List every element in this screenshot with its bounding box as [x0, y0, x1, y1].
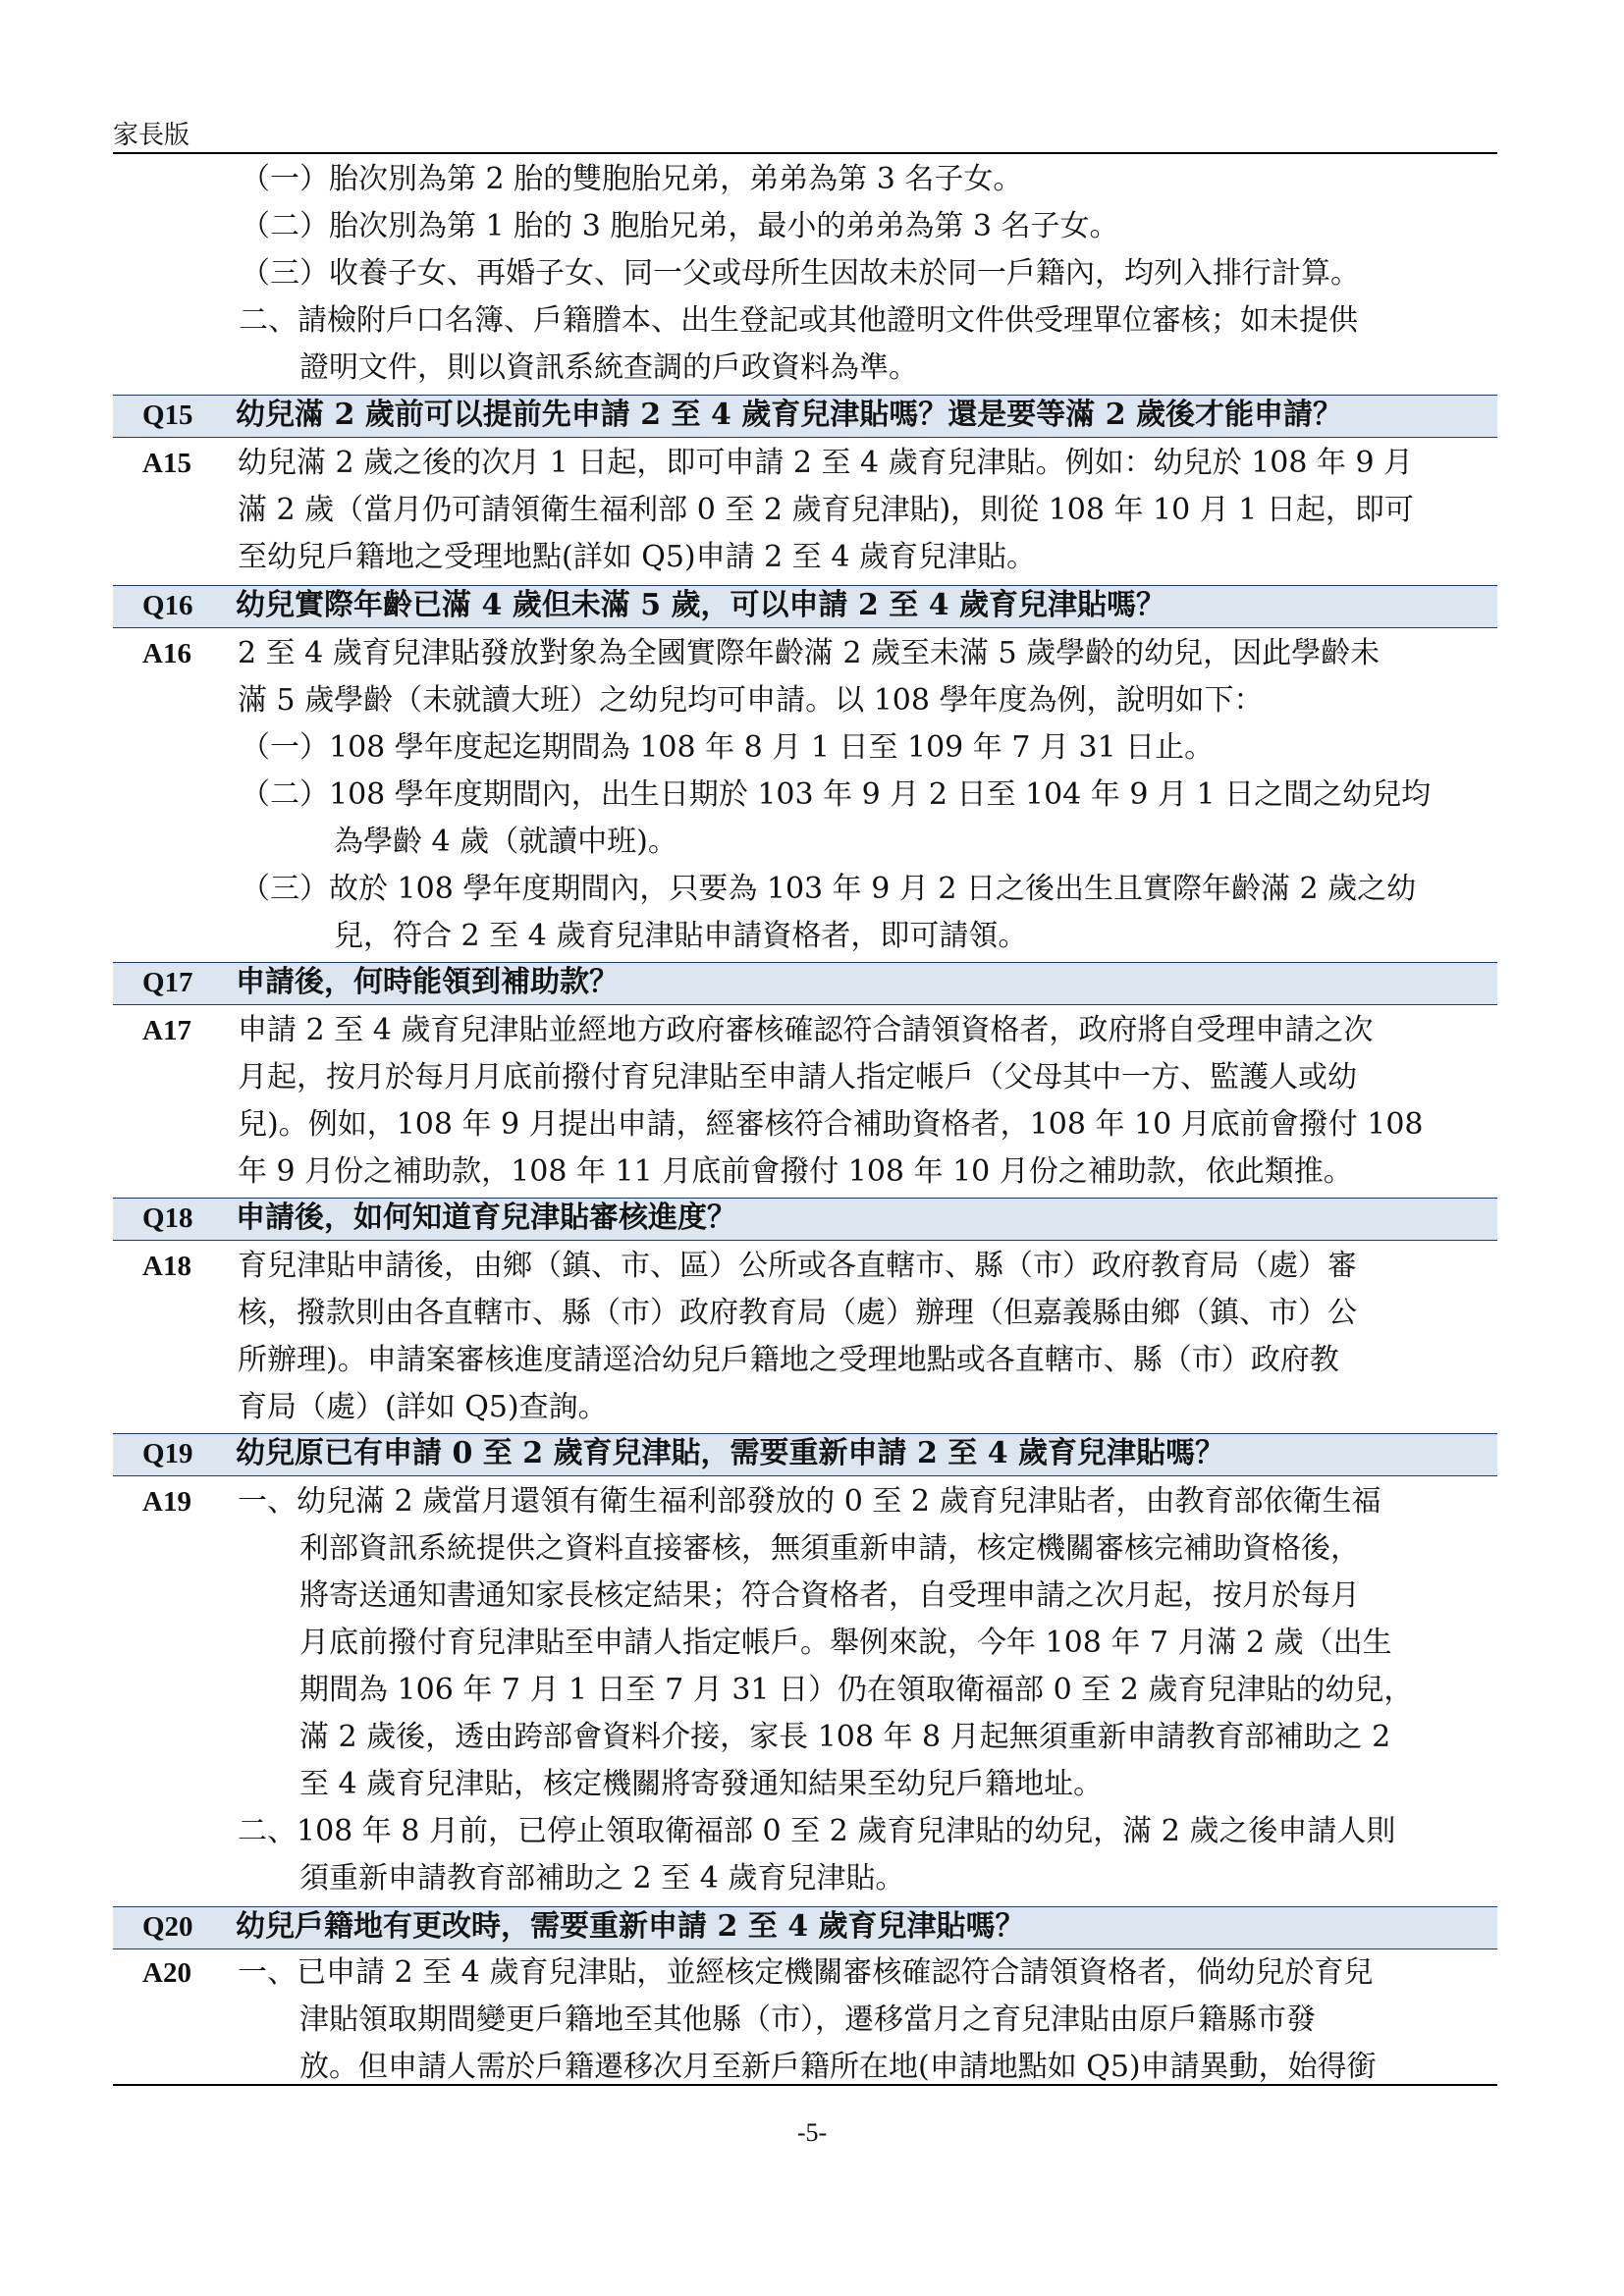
answer-line: 兒)。例如，108 年 9 月提出申請，經審核符合補助資格者，108 年 10 月底前會撥付 108 [238, 1107, 1424, 1142]
question-text: 申請後，何時能領到補助款？ [236, 965, 619, 999]
answer-line: 2 至 4 歲育兒津貼發放對象為全國實際年齡滿 2 歲至未滿 5 歲學齡的幼兒，因此學齡未 [238, 636, 1380, 670]
answer-line: 育兒津貼申請後，由鄉（鎮、市、區）公所或各直轄市、縣（市）政府教育局（處）審 [238, 1249, 1357, 1283]
answer-line: 二、108 年 8 月前，已停止領取衛福部 0 至 2 歲育兒津貼的幼兒，滿 2 歲之後申請人則 [238, 1814, 1396, 1848]
question-id: Q17 [142, 967, 193, 998]
question-id: Q16 [142, 590, 193, 621]
answer-line: 月起，按月於每月月底前撥付育兒津貼至申請人指定帳戶（父母其中一方、監護人或幼 [238, 1060, 1357, 1095]
answer-line: 核，撥款則由各直轄市、縣（市）政府教育局（處）辦理（但嘉義縣由鄉（鎮、市）公 [238, 1296, 1357, 1330]
intro-line: 證明文件，則以資訊系統查調的戶政資料為準。 [299, 350, 918, 385]
intro-line: （三）收養子女、再婚子女、同一父或母所生因故未於同一戶籍內，均列入排行計算。 [241, 256, 1360, 291]
question-id: Q18 [142, 1202, 193, 1234]
page-number: -5- [796, 2118, 828, 2147]
answer-line: 申請 2 至 4 歲育兒津貼並經地方政府審核確認符合請領資格者，政府將自受理申請之次 [238, 1013, 1374, 1047]
question-text: 申請後，如何知道育兒津貼審核進度？ [236, 1201, 736, 1235]
intro-line: （二）胎次別為第 1 胎的 3 胞胎兄弟，最小的弟弟為第 3 名子女。 [241, 209, 1119, 243]
answer-line: 滿 2 歲後，透由跨部會資料介接，家長 108 年 8 月起無須重新申請教育部補助之 2 [299, 1720, 1391, 1754]
question-text: 幼兒實際年齡已滿 4 歲但未滿 5 歲，可以申請 2 至 4 歲育兒津貼嗎？ [236, 588, 1166, 622]
answer-line: 育局（處）(詳如 Q5)查詢。 [238, 1390, 608, 1424]
answer-line: 月底前撥付育兒津貼至申請人指定帳戶。舉例來說，今年 108 年 7 月滿 2 歲（出生 [299, 1626, 1392, 1660]
answer-line: 期間為 106 年 7 月 1 日至 7 月 31 日）仍在領取衛福部 0 至 2 歲育兒津貼的幼兒， [299, 1673, 1414, 1707]
footer-rule [113, 2084, 1497, 2086]
answer-line: 兒，符合 2 至 4 歲育兒津貼申請資格者，即可請領。 [334, 919, 1028, 953]
question-text: 幼兒滿 2 歲前可以提前先申請 2 至 4 歲育兒津貼嗎？還是要等滿 2 歲後才能申請？ [236, 398, 1343, 432]
header-label: 家長版 [113, 121, 190, 150]
answer-line: （二）108 學年度期間內，出生日期於 103 年 9 月 2 日至 104 年 9 月 1 日之間之幼兒均 [241, 777, 1432, 812]
answer-id: A18 [142, 1251, 191, 1282]
answer-line: （三）故於 108 學年度期間內，只要為 103 年 9 月 2 日之後出生且實際年齡滿 2 歲之幼 [241, 872, 1417, 906]
answer-id: A20 [142, 1957, 191, 1989]
answer-line: 將寄送通知書通知家長核定結果；符合資格者，自受理申請之次月起，按月於每月 [299, 1578, 1360, 1613]
answer-id: A17 [142, 1015, 191, 1046]
answer-line: 至 4 歲育兒津貼，核定機關將寄發通知結果至幼兒戶籍地址。 [299, 1767, 1104, 1801]
question-id: Q20 [142, 1911, 193, 1943]
answer-line: 利部資訊系統提供之資料直接審核，無須重新申請，核定機關審核完補助資格後， [299, 1531, 1360, 1566]
answer-line: 幼兒滿 2 歲之後的次月 1 日起，即可申請 2 至 4 歲育兒津貼。例如：幼兒於 108 年 9 月 [238, 446, 1414, 480]
answer-line: 放。但申請人需於戶籍遷移次月至新戶籍所在地(申請地點如 Q5)申請異動，始得銜 [299, 2050, 1377, 2084]
answer-id: A16 [142, 638, 191, 669]
answer-line: 一、幼兒滿 2 歲當月還領有衛生福利部發放的 0 至 2 歲育兒津貼者，由教育部依衛生福 [238, 1484, 1381, 1519]
answer-line: （一）108 學年度起迄期間為 108 年 8 月 1 日至 109 年 7 月 31 日止。 [241, 730, 1215, 765]
question-id: Q15 [142, 400, 193, 431]
question-text: 幼兒戶籍地有更改時，需要重新申請 2 至 4 歲育兒津貼嗎？ [236, 1909, 1025, 1944]
answer-line: 一、已申請 2 至 4 歲育兒津貼，並經核定機關審核確認符合請領資格者，倘幼兒於育兒 [238, 1955, 1374, 1990]
answer-id: A15 [142, 448, 191, 479]
intro-line: （一）胎次別為第 2 胎的雙胞胎兄弟，弟弟為第 3 名子女。 [241, 162, 1023, 196]
answer-line: 年 9 月份之補助款，108 年 11 月底前會撥付 108 年 10 月份之補助款，依此類推。 [238, 1154, 1353, 1189]
intro-line: 二、請檢附戶口名簿、戶籍謄本、出生登記或其他證明文件供受理單位審核；如未提供 [239, 303, 1358, 338]
header-rule [113, 152, 1497, 154]
answer-line: 所辦理)。申請案審核進度請逕洽幼兒戶籍地之受理地點或各直轄市、縣（市）政府教 [238, 1343, 1339, 1377]
answer-line: 津貼領取期間變更戶籍地至其他縣（市），遷移當月之育兒津貼由原戶籍縣市發 [299, 2002, 1316, 2037]
question-id: Q19 [142, 1438, 193, 1469]
answer-line: 須重新申請教育部補助之 2 至 4 歲育兒津貼。 [299, 1861, 905, 1896]
answer-line: 至幼兒戶籍地之受理地點(詳如 Q5)申請 2 至 4 歲育兒津貼。 [238, 540, 1036, 574]
answer-line: 為學齡 4 歲（就讀中班)。 [334, 825, 677, 859]
question-text: 幼兒原已有申請 0 至 2 歲育兒津貼，需要重新申請 2 至 4 歲育兒津貼嗎？ [236, 1436, 1225, 1470]
answer-line: 滿 5 歲學齡（未就讀大班）之幼兒均可申請。以 108 學年度為例，說明如下： [238, 683, 1264, 718]
answer-line: 滿 2 歲（當月仍可請領衛生福利部 0 至 2 歲育兒津貼)，則從 108 年 10 月 1 日起，即可 [238, 493, 1414, 527]
answer-id: A19 [142, 1486, 191, 1518]
